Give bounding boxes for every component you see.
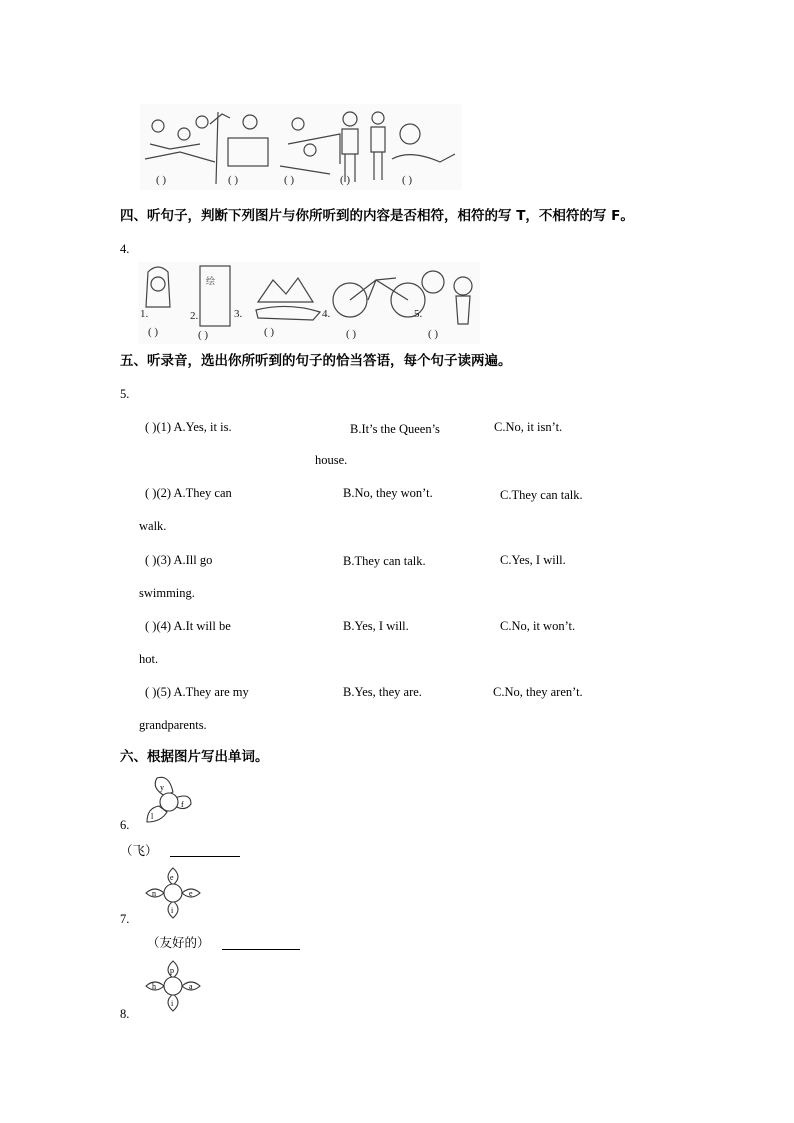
q2-option-a: ( )(2) A.They can — [145, 486, 232, 500]
word-hint: （友好的） — [147, 936, 210, 950]
q4-option-c: C.No, it won’t. — [500, 619, 576, 633]
answer-paren: ( ) — [346, 328, 357, 340]
svg-text:绘: 绘 — [206, 276, 216, 286]
picture-label: 2. — [190, 310, 199, 322]
q1-wrap: house. — [315, 453, 348, 467]
q5-wrap: grandparents. — [139, 718, 207, 732]
q2-wrap: walk. — [139, 519, 167, 533]
true-false-pictures-figure — [138, 262, 480, 344]
answer-paren: ( ) — [228, 174, 239, 186]
q3-wrap: swimming. — [139, 586, 195, 600]
question-number: 8. — [120, 1007, 130, 1021]
q2-option-b: B.No, they won’t. — [343, 486, 433, 500]
flower-letter: i — [171, 999, 174, 1008]
listening-pictures-figure — [140, 104, 462, 190]
q3-option-b: B.They can talk. — [343, 554, 426, 568]
picture-label: 5. — [414, 308, 423, 320]
picture-label: 3. — [234, 308, 243, 320]
letter-flower-7 — [145, 867, 201, 919]
flower-letter: a — [189, 982, 193, 991]
answer-paren: ( ) — [148, 326, 159, 338]
section-6-heading: 六、根据图片写出单词。 — [120, 749, 269, 765]
question-number: 5. — [120, 387, 130, 401]
answer-blank[interactable] — [170, 856, 240, 857]
section-4-heading: 四、听句子，判断下列图片与你所听到的内容是否相符，相符的写 T，不相符的写 F。 — [120, 208, 634, 224]
letter-flower-8 — [145, 960, 201, 1012]
q4-wrap: hot. — [139, 652, 159, 666]
flower-letter: p — [170, 966, 174, 975]
q5-option-a: ( )(5) A.They are my — [145, 685, 249, 699]
q3-option-a: ( )(3) A.Ill go — [145, 553, 213, 567]
q4-option-b: B.Yes, I will. — [343, 619, 409, 633]
picture-label: 1. — [140, 308, 149, 320]
section-5-heading: 五、听录音，选出你所听到的句子的恰当答语，每个句子读两遍。 — [120, 353, 512, 369]
flower-letter: f — [181, 800, 184, 809]
question-number: 7. — [120, 912, 130, 926]
flower-letter: y — [160, 783, 164, 792]
q5-option-c: C.No, they aren’t. — [493, 685, 583, 699]
q1-option-a: ( )(1) A.Yes, it is. — [145, 420, 232, 434]
answer-paren: ( ) — [198, 329, 209, 341]
q1-option-c: C.No, it isn’t. — [494, 420, 563, 434]
flower-letter: i — [171, 906, 174, 915]
flower-letter: e — [170, 873, 174, 882]
question-number: 4. — [120, 242, 130, 256]
q3-option-c: C.Yes, I will. — [500, 553, 566, 567]
answer-paren: ( ) — [284, 174, 295, 186]
answer-paren: ( ) — [264, 326, 275, 338]
letter-flower-6 — [145, 776, 195, 824]
q2-option-c: C.They can talk. — [500, 488, 583, 502]
flower-letter: l — [151, 812, 154, 821]
picture-label: 4. — [322, 308, 331, 320]
answer-paren: ( ) — [156, 174, 167, 186]
answer-paren: ( ) — [340, 174, 351, 186]
answer-paren: ( ) — [428, 328, 439, 340]
q1-option-b: B.It’s the Queen’s — [350, 422, 440, 436]
answer-blank[interactable] — [222, 949, 300, 950]
flower-letter: e — [189, 889, 193, 898]
q4-option-a: ( )(4) A.It will be — [145, 619, 231, 633]
question-number: 6. — [120, 818, 130, 832]
word-hint: （飞） — [120, 844, 158, 858]
answer-paren: ( ) — [402, 174, 413, 186]
people-illustration — [140, 104, 462, 190]
flower-letter: n — [152, 889, 156, 898]
q5-option-b: B.Yes, they are. — [343, 685, 422, 699]
flower-letter: h — [152, 982, 156, 991]
